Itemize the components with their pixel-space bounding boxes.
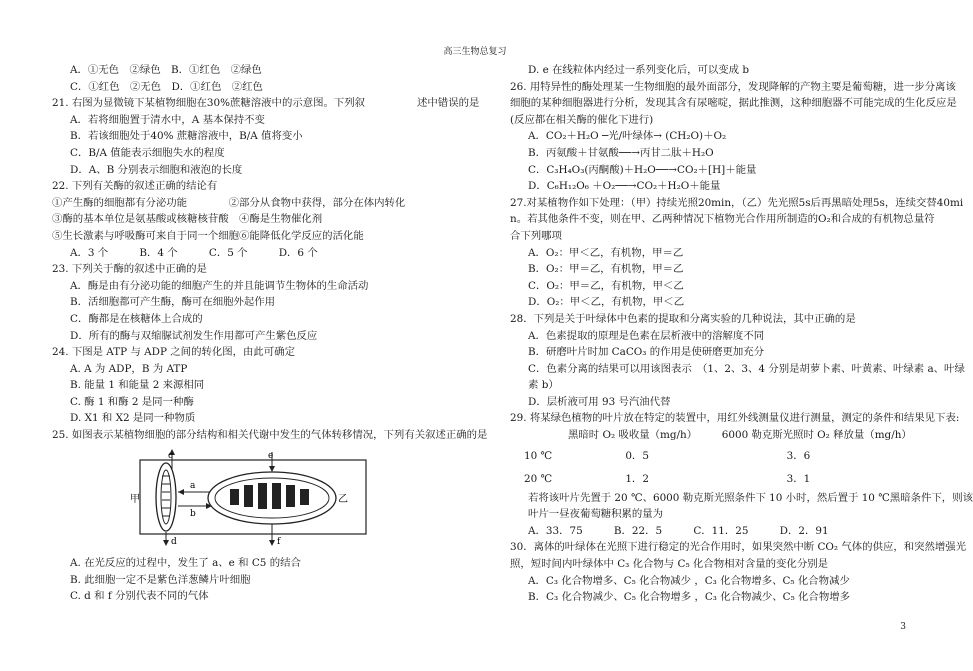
table-cell-dark: 1．2 [625, 472, 649, 485]
text-line: D. X1 和 X2 是同一种物质 [70, 412, 196, 425]
text-line: D．所有的酶与双缩脲试剂发生作用都可产生紫色反应 [70, 329, 318, 342]
table-cell-temp: 20 ℃ [524, 472, 553, 485]
text-line: C．B/A 值能表示细胞失水的程度 [70, 146, 225, 159]
text-line: 24. 下图是 ATP 与 ADP 之间的转化图，由此可确定 [52, 346, 295, 359]
text-line: C．O₂：甲＝乙，有机物，甲＜乙 [528, 279, 684, 292]
label-f: f [277, 536, 281, 547]
table-cell-light: 3．6 [786, 449, 811, 462]
text-line: B．丙氨酸＋甘氨酸──→丙甘二肽＋H₂O [528, 146, 714, 159]
table-cell-light: 3．1 [786, 472, 811, 485]
text-line: A．O₂：甲＜乙，有机物，甲＝乙 [528, 246, 684, 259]
table-cell-temp: 10 ℃ [524, 449, 553, 462]
text-line: 30．离体的叶绿体在光照下进行稳定的光合作用时，如果突然中断 CO₂ 气体的供应，和突然增强光 [510, 541, 967, 554]
text-line: n。若其他条件不变，则在甲、乙两种情况下植物光合作用所制造的O₂和合成的有机物总量符 [510, 213, 935, 226]
cell-organelle-diagram [122, 448, 386, 546]
text-line: D．A、B 分别表示细胞和液泡的长度 [70, 163, 243, 176]
text-line: D．O₂：甲＜乙，有机物，甲＜乙 [528, 296, 685, 309]
label-c: c [168, 450, 174, 461]
label-b: b [190, 508, 196, 519]
text-line: C．色素分离的结果可以用该图表示 （1、2、3、4 分别是胡萝卜素、叶黄素、叶绿素 a、叶绿 [528, 362, 965, 375]
text-line: B．研磨叶片时加 CaCO₃ 的作用是使研磨更加充分 [528, 346, 765, 359]
text-line: A. 在光反应的过程中，发生了 a、e 和 C5 的结合 [70, 557, 301, 570]
table-cell-dark: 0．5 [625, 449, 649, 462]
text-line: B. 能量 1 和能量 2 来源相同 [70, 379, 205, 392]
left-question-lines-after-figure [52, 555, 472, 605]
text-line: B. 此细胞一定不是紫色洋葱鳞片叶细胞 [70, 573, 251, 586]
text-line: A．CO₂＋H₂O ─光/叶绿体→ (CH₂O)＋O₂ [528, 130, 727, 143]
label-e: e [268, 450, 274, 461]
text-line: A. A 为 ADP，B 为 ATP [70, 362, 188, 375]
text-line: C．①红色 ②无色 D．①红色 ②红色 [70, 80, 263, 93]
table-header-dark: 黑暗时 O₂ 吸收量（mg/h） [568, 429, 698, 442]
text-line: A．C₃ 化合物增多、C₅ 化合物减少 ，C₃ 化合物增多、C₅ 化合物减少 [528, 574, 850, 587]
text-line: A．①无色 ②绿色 B．①红色 ②绿色 [70, 64, 262, 76]
text-line: 28．下列是关于叶绿体中色素的提取和分离实验的几种说法，其中正确的是 [510, 312, 856, 325]
table-row [510, 468, 905, 490]
label-jia: 甲 [130, 493, 140, 505]
right-column [510, 62, 973, 606]
page-number: 3 [900, 622, 906, 632]
text-line: D. e 在线粒体内经过一系列变化后，可以变成 b [528, 64, 750, 76]
text-line: C. d 和 f 分别代表不同的气体 [70, 590, 209, 603]
text-line: B．若该细胞处于40% 蔗糖溶液中，B/A 值将变小 [70, 130, 303, 143]
left-question-lines [52, 62, 488, 444]
text-line: D．C₆H₁₂O₆ ＋O₂──→CO₂＋H₂O＋能量 [528, 180, 721, 193]
label-a: a [190, 480, 196, 491]
text-line: 叶片一昼夜葡萄糖积累的量为 [528, 508, 664, 521]
text-line: 若将该叶片先置于 20 ℃、6000 勒克斯光照条件下 10 小时，然后置于 10 ℃黑暗条件下，则该 [528, 491, 973, 504]
text-line: 25. 如图表示某植物细胞的部分结构和相关代谢中发生的气体转移情况，下列有关叙述正确的是 [52, 429, 488, 442]
text-line: A．若将细胞置于清水中，A 基本保持不变 [70, 113, 265, 126]
table-header-light: 6000 勒克斯光照时 O₂ 释放量（mg/h） [721, 429, 912, 442]
right-question-lines-after-table [510, 490, 973, 606]
text-line: C. 酶 1 和酶 2 是同一种酶 [70, 395, 194, 408]
left-column [52, 62, 488, 605]
text-line: 29. 将某绿色植物的叶片放在特定的装置中，用红外线测量仪进行测量，测定的条件和结果见下表: [510, 412, 960, 425]
text-line: B．活细胞都可产生酶，酶可在细胞外起作用 [70, 296, 276, 309]
text-line: ⑤生长激素与呼吸酶可来自于同一个细胞⑥能降低化学反应的活化能 [52, 229, 364, 242]
text-line: 22. 下列有关酶的叙述正确的结论有 [52, 180, 218, 193]
text-line: A．3 个 B．4 个 C．5 个 D．6 个 [70, 246, 318, 259]
text-line: 细胞的某种细胞器进行分析，发现其含有尿嘧啶，据此推测，这种细胞器不可能完成的生化反应是 [510, 97, 957, 110]
text-line: 合下列哪项 [510, 229, 562, 242]
text-line: 素 b） [528, 379, 559, 392]
table-row [510, 444, 905, 468]
text-line: A．33．75 B．22．5 C．11．25 D．2．91 [528, 524, 829, 537]
text-line: D．层析液可用 93 号汽油代替 [528, 395, 671, 408]
text-line: C．C₃H₄O₃(丙酮酸)＋H₂O──→CO₂＋[H]＋能量 [528, 163, 757, 176]
text-line: ③酶的基本单位是氨基酸或核糖核苷酸 ④酶是生物催化剂 [52, 213, 323, 226]
text-line: 照，短时间内叶绿体中 C₃ 化合物与 C₅ 化合物相对含量的变化分别是 [510, 558, 828, 571]
right-question-lines [510, 62, 965, 427]
text-line: A．色素提取的原理是色素在层析液中的溶解度不同 [528, 329, 765, 342]
text-line: ①产生酶的细胞都有分泌功能 ②部分从食物中获得，部分在体内转化 [52, 196, 406, 209]
text-line: (反应都在相关酶的催化下进行) [510, 113, 654, 126]
text-line: 23. 下列关于酶的叙述中正确的是 [52, 263, 207, 276]
text-line: 26. 用特异性的酶处理某一生物细胞的最外面部分，发现降解的产物主要是葡萄糖，进一步分离该 [510, 80, 956, 93]
text-line: B．C₃ 化合物减少、C₅ 化合物增多 ，C₃ 化合物减少、C₅ 化合物增多 [528, 591, 850, 604]
label-d: d [171, 536, 177, 547]
text-line: 21. 右图为显微镜下某植物细胞在30%蔗糖溶液中的示意图。下列叙 述中错误的是 [52, 97, 480, 110]
table-header [510, 427, 912, 444]
text-line: C．酶都是在核糖体上合成的 [70, 312, 203, 325]
text-line: 27.对某植物作如下处理：（甲）持续光照20min，（乙）先光照5s后再黑暗处理5s，连续交替40mi [510, 196, 964, 209]
page-header: 高三生物总复习 [443, 47, 507, 57]
text-line: B．O₂：甲＝乙，有机物，甲＝乙 [528, 263, 684, 276]
text-line: A．酶是由有分泌功能的细胞产生的并且能调节生物体的生命活动 [70, 279, 369, 292]
label-yi: 乙 [338, 493, 348, 505]
